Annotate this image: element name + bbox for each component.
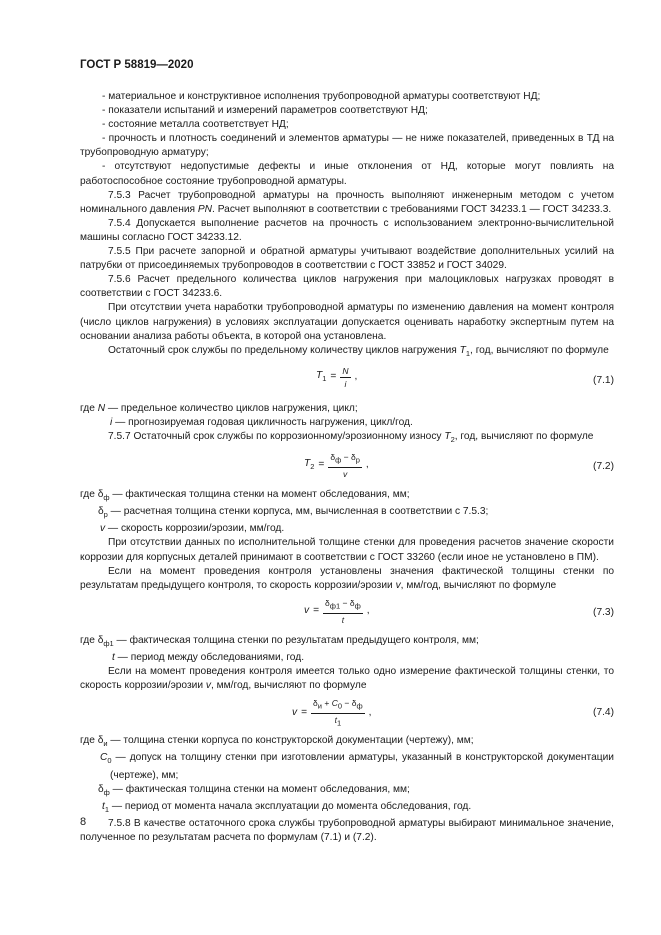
paragraph-7-5-7: 7.5.7 Остаточный срок службы по коррозионному/эрозионному износу $T_2$, год, вычисляют по формуле — [108, 431, 594, 445]
paragraph-if-single: Если на момент проведения контроля имеется только одно измерение фактической толщины стенки, то скорость коррозии/эрозии v, мм/год, вычисляют по формуле — [80, 666, 614, 692]
formula-number: (7.1) — [593, 374, 614, 386]
formula-7-2 — [80, 450, 614, 486]
list-item: - прочность и плотность соединений и элементов арматуры — не ниже показателей, приведенных в ТД на трубопроводную арматуру; — [80, 133, 614, 159]
where-clause: $\delta_ф$ — фактическая толщина стенки на момент обследования, мм; — [98, 783, 410, 797]
paragraph-7-5-4: 7.5.4 Допускается выполнение расчетов на прочность с использованием электронно-вычислительной машины согласно ГОСТ 34233.12. — [80, 217, 614, 243]
document-body — [80, 90, 614, 845]
formula-7-1-expression: $T_1$ = $\frac{N}{i}$ , — [316, 365, 358, 389]
formula-7-4-expression: v = $\frac{\delta_и + C_0 - \delta_ф}{t_1}$ , — [292, 698, 372, 728]
list-item: - отсутствуют недопустимые дефекты и иные отклонения от НД, которые могут повлиять на работоспособное состояние трубопроводной арматуры. — [80, 161, 614, 187]
paragraph-7-5-3: 7.5.3 Расчет трубопроводной арматуры на прочность выполняют инженерным методом с учетом номинального давления PN. Расчет выполняют в соответствии с требованиями ГОСТ 34233.1 — ГОСТ 34233.3. — [80, 189, 614, 215]
list-item: - материальное и конструктивное исполнения трубопроводной арматуры соответствуют НД; — [102, 91, 541, 102]
where-clause: где N — предельное количество циклов нагружения, цикл; — [80, 402, 358, 414]
formula-number: (7.2) — [593, 461, 614, 473]
where-clause: $\delta_р$ — расчетная толщина стенки корпуса, мм, вычисленная в соответствии с 7.5.3; — [98, 506, 489, 520]
paragraph-if-previous: Если на момент проведения контроля установлены значения фактической толщины стенки по результатам предыдущего контроля, то скорость коррозии/эрозии v, мм/год, вычисляют по формуле — [80, 565, 614, 591]
where-clause: i — прогнозируемая годовая цикличность нагружения, цикл/год. — [110, 416, 413, 428]
paragraph-7-5-5: 7.5.5 При расчете запорной и обратной арматуры учитывают воздействие дополнительных усилий на патрубки от присоединяемых трубопроводов в соответствии с ГОСТ 33852 и ГОСТ 34029. — [80, 246, 614, 272]
paragraph-no-accounting: При отсутствии учета наработки трубопроводной арматуры по изменению давления на момент контроля (число циклов нагружения) в условиях эксплуатации допускается оценивать наработку экспертным путем на основании анализа работы объекта, в которой она установлена. — [80, 302, 614, 342]
where-clause: v — скорость коррозии/эрозии, мм/год. — [100, 523, 285, 535]
page-header: ГОСТ Р 58819—2020 — [80, 59, 194, 71]
where-clause: где $\delta_{ф1}$ — фактическая толщина стенки по результатам предыдущего контроля, мм; — [80, 634, 479, 648]
paragraph-7-5-8: 7.5.8 В качестве остаточного срока службы трубопроводной арматуры выбирают минимальное значение, полученное по результатам расчета по формулам (7.1) и (7.2). — [80, 817, 614, 843]
paragraph-t1-intro: Остаточный срок службы по предельному количеству циклов нагружения $T_1$, год, вычисляют по формуле — [108, 344, 609, 358]
where-clause: где $\delta_и$ — толщина стенки корпуса по конструкторской документации (чертежу), мм; — [80, 735, 474, 749]
formula-7-3-expression: v = $\frac{\delta_{ф1} - \delta_ф}{t}$ , — [304, 597, 370, 625]
where-clause: t — период между обследованиями, год. — [112, 651, 305, 663]
where-clause: где $\delta_ф$ — фактическая толщина стенки на момент обследования, мм; — [80, 489, 410, 503]
list-item: - состояние металла соответствует НД; — [102, 119, 289, 131]
formula-number: (7.4) — [593, 707, 614, 719]
formula-7-3 — [80, 596, 614, 632]
where-clause: $C_0$ — допуск на толщину стенки при изготовлении арматуры, указанный в конструкторской документации (чертеже), мм; — [100, 752, 614, 781]
where-clause: $t_1$ — период от момента начала эксплуатации до момента обследования, год. — [102, 800, 472, 814]
formula-number: (7.3) — [593, 606, 614, 618]
paragraph-no-data: При отсутствии данных по исполнительной толщине стенки для проведения расчетов значение скорости коррозии для корпусных деталей принимают в соответствии с ГОСТ 33260 (если иное не установлено в ПМ). — [80, 537, 614, 563]
formula-7-1 — [80, 364, 614, 400]
list-item: - показатели испытаний и измерений параметров соответствуют НД; — [102, 105, 428, 117]
formula-7-4 — [80, 696, 614, 732]
paragraph-7-5-6: 7.5.6 Расчет предельного количества циклов нагружения при малоцикловых нагрузках проводят в соответствии с ГОСТ 34233.6. — [80, 274, 614, 300]
page-number: 8 — [80, 816, 87, 828]
formula-7-2-expression: $T_2$ = $\frac{\delta_ф - \delta_р}{v}$ , — [304, 452, 369, 479]
